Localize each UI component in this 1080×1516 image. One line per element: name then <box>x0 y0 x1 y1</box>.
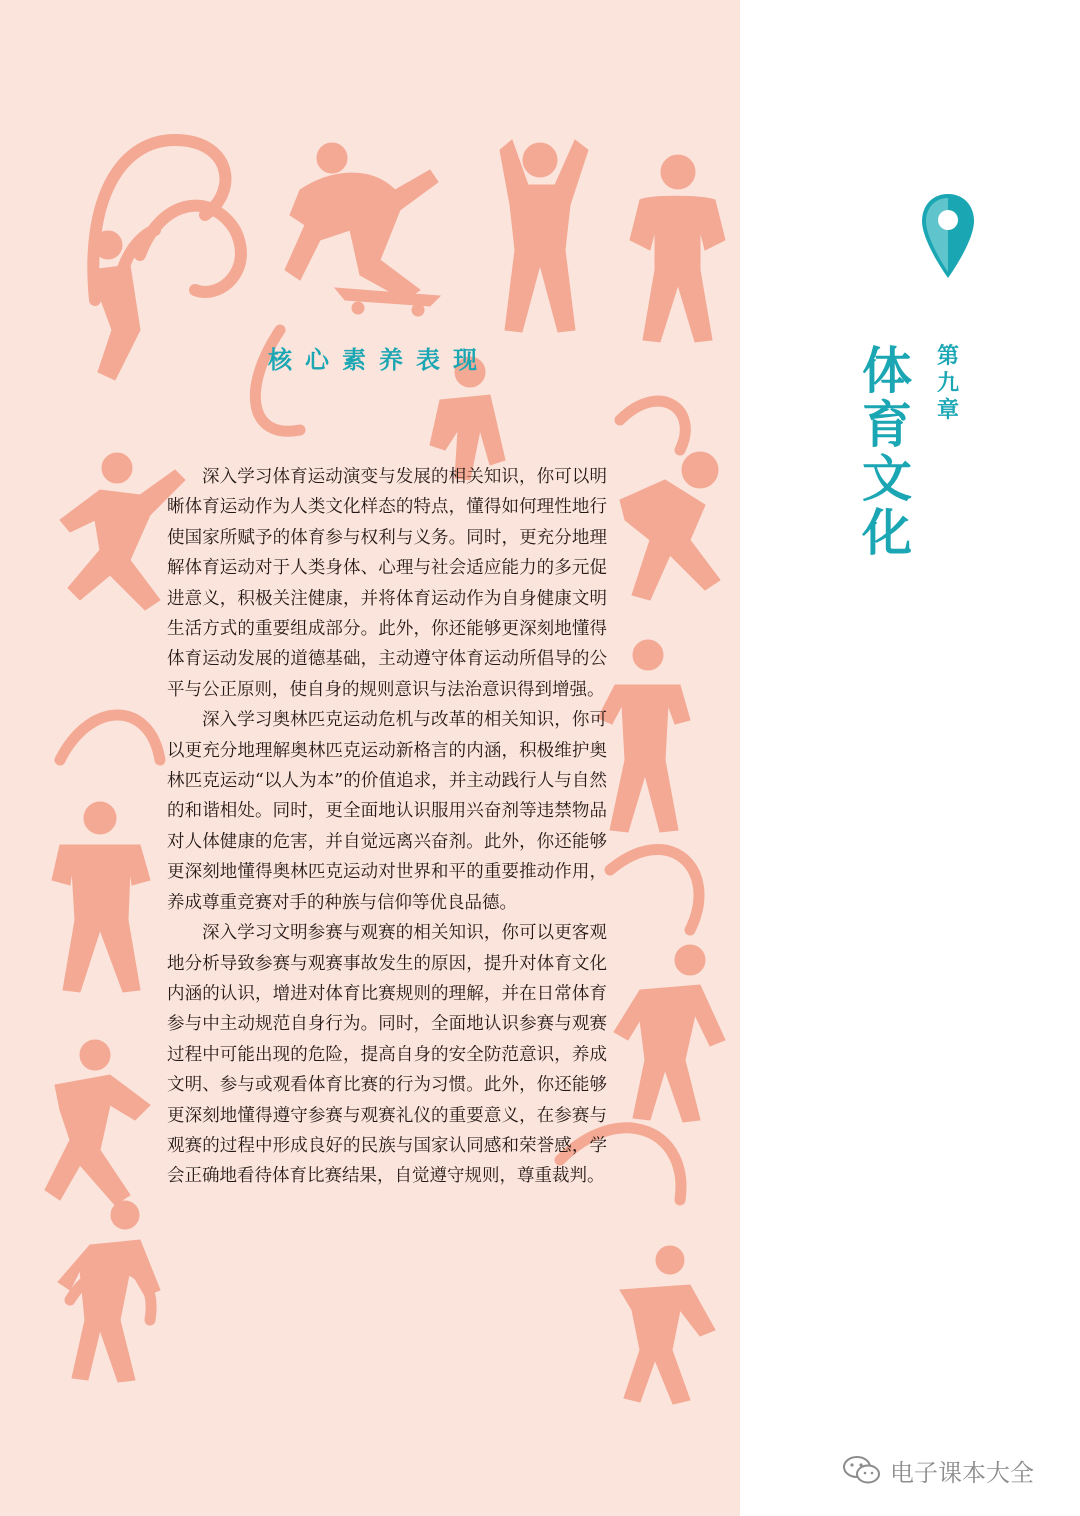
body-text <box>167 462 607 1192</box>
location-pin-icon <box>918 190 978 282</box>
wechat-icon <box>842 1454 882 1486</box>
paragraph: 深入学习奥林匹克运动危机与改革的相关知识，你可以更充分地理解奥林匹克运动新格言的内涵，积极维护奥林匹克运动“以人为本”的价值追求，并主动践行人与自然的和谐相处。同时，更全面地认识服用兴奋剂等违禁物品对人体健康的危害，并自觉远离兴奋剂。此外，你还能够更深刻地懂得奥林匹克运动对世界和平的重要推动作用，养成尊重竞赛对手的种族与信仰等优良品德。 <box>167 710 607 913</box>
section-title: 核心素养表现 <box>268 346 490 374</box>
paragraph: 深入学习文明参赛与观赛的相关知识，你可以更客观地分析导致参赛与观赛事故发生的原因，提升对体育文化内涵的认识，增进对体育比赛规则的理解，并在日常体育参与中主动规范自身行为。同时，全面地认识参赛与观赛过程中可能出现的危险，提高自身的安全防范意识，养成文明、参与或观看体育比赛的行为习惯。此外，你还能够更深刻地懂得遵守参赛与观赛礼仪的重要意义，在参赛与观赛的过程中形成良好的民族与国家认同感和荣誉感，学会正确地看待体育比赛结果，自觉遵守规则，尊重裁判。 <box>167 923 607 1187</box>
watermark-text: 电子课本大全 <box>890 1458 1034 1487</box>
chapter-title: 体育文化 <box>862 342 912 562</box>
watermark <box>842 1452 1034 1488</box>
paragraph: 深入学习体育运动演变与发展的相关知识，你可以明晰体育运动作为人类文化样态的特点，懂得如何理性地行使国家所赋予的体育参与权利与义务。同时，更充分地理解体育运动对于人类身体、心理与社会适应能力的多元促进意义，积极关注健康，并将体育运动作为自身健康文明生活方式的重要组成部分。此外，你还能够更深刻地懂得体育运动发展的道德基础，主动遵守体育运动所倡导的公平与公正原则，使自身的规则意识与法治意识得到增强。 <box>167 467 607 700</box>
chapter-number: 第九章 <box>936 344 959 423</box>
